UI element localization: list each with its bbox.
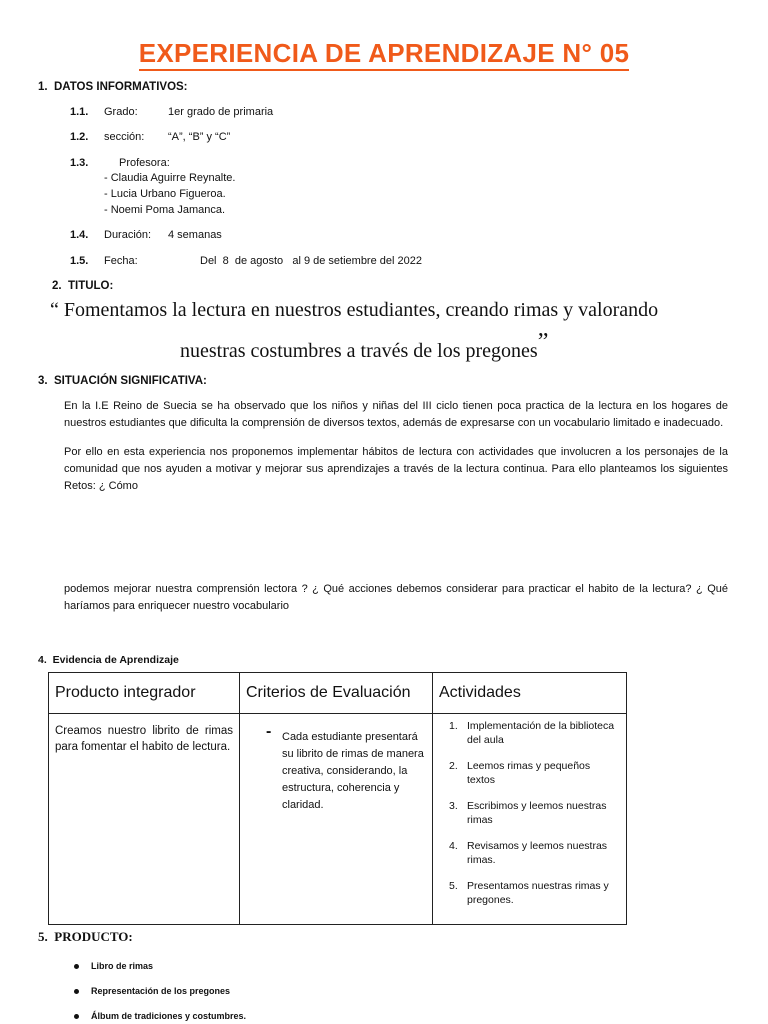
duracion-value: 4 semanas (168, 229, 222, 241)
teacher-name: - Claudia Aguirre Reynalte. (104, 172, 236, 184)
item-number: 1.5. (70, 255, 89, 267)
header-criterios: Criterios de Evaluación (240, 673, 433, 714)
producto-text: Creamos nuestro librito de rimas para fomentar el habito de lectura. (55, 725, 233, 753)
activities-list (439, 719, 620, 907)
product-item: Álbum de tradiciones y costumbres. (74, 1011, 246, 1021)
producto-cell (49, 714, 240, 925)
title-line-2: nuestras costumbres a través de los pregones” (180, 329, 549, 362)
seccion-label: sección: (104, 131, 145, 143)
actividades-cell (433, 714, 627, 925)
situation-paragraph-3: podemos mejorar nuestra comprensión lectora ? ¿ Qué acciones debemos considerar para practicar el habito de la lectura? ¿ Qué haríamos para enriquecer nuestro vocabulario (64, 583, 728, 612)
grado-label: Grado: (104, 106, 138, 118)
section-4-heading: 4. Evidencia de Aprendizaje (38, 654, 179, 666)
activity-item: 2. Leemos rimas y pequeños textos (449, 760, 591, 786)
profesora-label: Profesora: (119, 157, 170, 169)
situation-paragraph-2: Por ello en esta experiencia nos proponemos implementar hábitos de lectura con actividades que involucren a los personajes de la comunidad que nos ayuden a motivar y mejorar sus aprendizajes a través de la lectura continua. Para ello planteamos los siguientes Retos: ¿ Cómo (64, 446, 728, 492)
title-line-1: “ Fomentamos la lectura en nuestros estudiantes, creando rimas y valorando (50, 299, 659, 321)
seccion-value: “A”, “B” y “C” (168, 131, 231, 143)
activity-item: 5. Presentamos nuestras rimas y pregones. (449, 880, 609, 906)
criterio-dash: - (266, 723, 272, 740)
product-item: Representación de los pregones (74, 986, 230, 996)
section-1-heading: 1. DATOS INFORMATIVOS: (38, 81, 188, 93)
section-2-heading: 2. TITULO: (52, 280, 114, 292)
activity-item: 4. Revisamos y leemos nuestras rimas. (449, 840, 608, 866)
header-producto: Producto integrador (49, 673, 240, 714)
fecha-label: Fecha: (104, 255, 138, 267)
duracion-label: Duración: (104, 229, 152, 241)
fecha-value: Del 8 de agosto al 9 de setiembre del 2022 (200, 255, 422, 267)
teacher-name: - Lucia Urbano Figueroa. (104, 188, 226, 200)
item-number: 1.3. (70, 157, 89, 169)
activity-item: 3. Escribimos y leemos nuestras rimas (449, 800, 607, 826)
situation-paragraph-1: En la I.E Reino de Suecia se ha observado que los niños y niñas del III ciclo tienen poca practica de la lectura en los hogares de nuestros estudiantes que dificulta la comprensión de diversos textos, además de expresarse con un vocabulario limitado e inadecuado. (64, 400, 728, 429)
bullet-icon (74, 989, 79, 994)
criterio-text: Cada estudiante presentará su librito de rimas de manera creativa, considerando, la estructura, coherencia y claridad. (282, 731, 424, 811)
section-5-heading: 5. PRODUCTO: (38, 929, 133, 944)
item-number: 1.2. (70, 131, 89, 143)
evidence-table (48, 672, 627, 925)
grado-value: 1er grado de primaria (168, 106, 274, 118)
section-3-heading: 3. SITUACIÓN SIGNIFICATIVA: (38, 375, 207, 387)
item-number: 1.1. (70, 106, 89, 118)
header-actividades: Actividades (433, 673, 627, 714)
bullet-icon (74, 964, 79, 969)
item-number: 1.4. (70, 229, 89, 241)
bullet-icon (74, 1014, 79, 1019)
teacher-name: - Noemi Poma Jamanca. (104, 204, 226, 216)
criterio-cell (240, 714, 433, 925)
document-title: EXPERIENCIA DE APRENDIZAJE N° 05 (0, 38, 768, 69)
activity-item: 1. Implementación de la biblioteca del aula (449, 720, 615, 746)
product-item: Libro de rimas (74, 961, 153, 971)
